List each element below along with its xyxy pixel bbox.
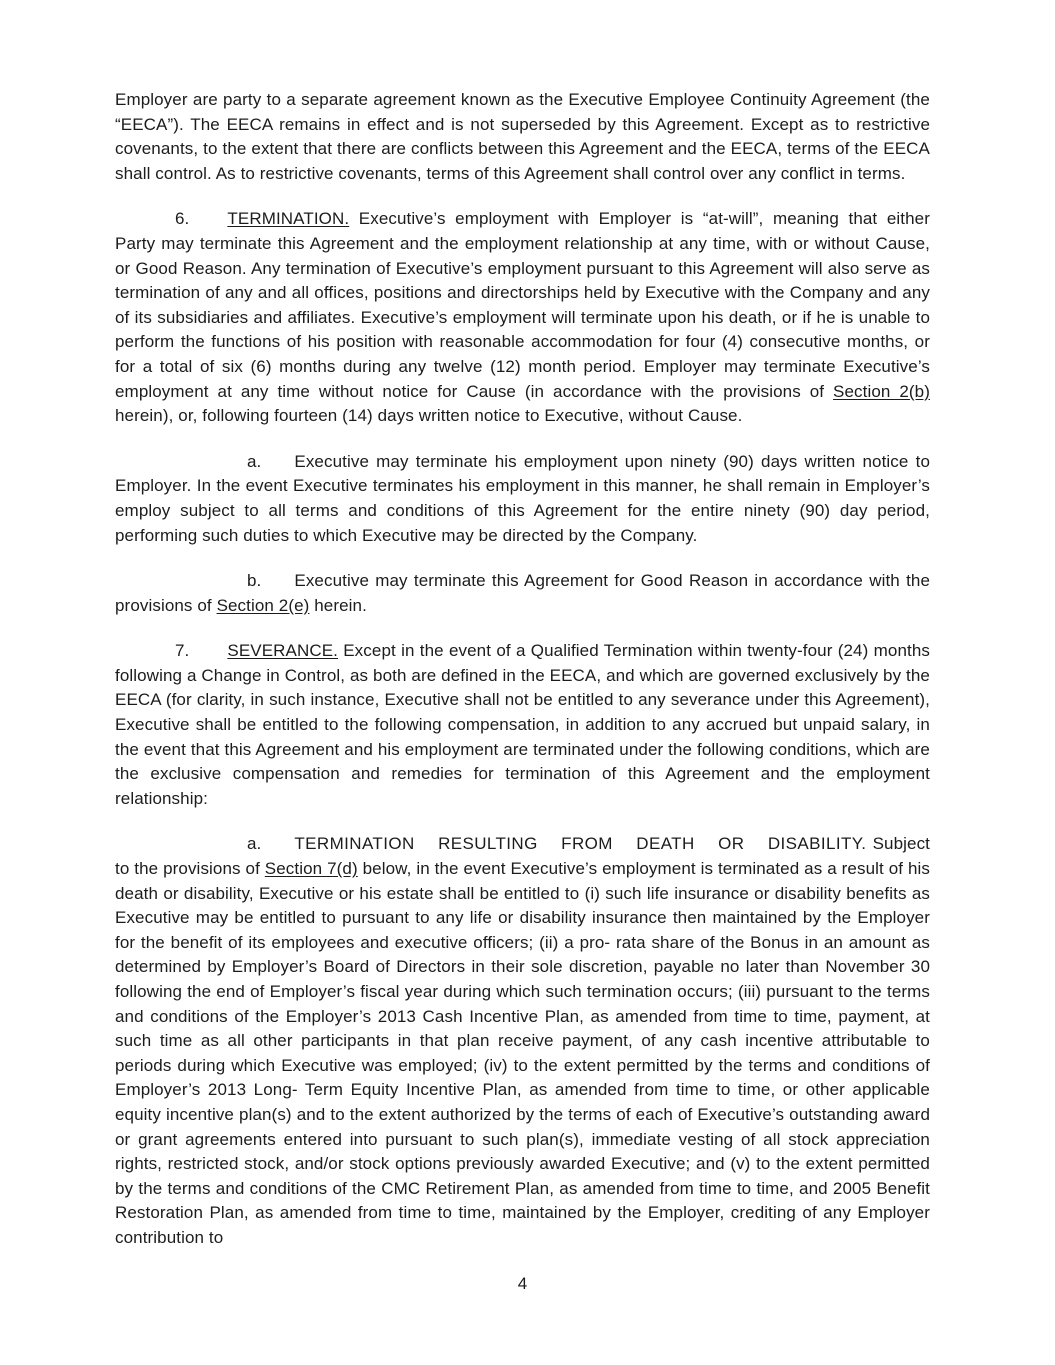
termination-subsection-a [115,450,930,548]
section-reference: Section 7(d) [264,859,358,879]
body-text: herein), or, following fourteen (14) days written notice to Executive, without Cause. [115,406,743,426]
section-reference: Section 2(b) [833,381,930,401]
section-7-severance [115,639,930,811]
paragraph-number: 7. [175,641,190,661]
subsection-heading: TERMINATION RESULTING FROM DEATH OR DISABILITY. [294,834,867,854]
page-number: 4 [517,1273,528,1293]
body-text: Employer are party to a separate agreement known as the Executive Employee Continuity Agreement (the “EECA”). The EECA remains in effect and is not superseded by this Agreement. Except as to restrictive covenants, to the extent that there are conflicts between this Agreement and the EECA, terms of the EECA shall control. As to restrictive covenants, terms of this Agreement shall control over any conflict in terms. [115,90,930,183]
severance-subsection-a-death-or-disability [115,832,930,1250]
section-heading: TERMINATION. [227,209,350,229]
body-text: Executive may terminate his employment upon ninety (90) days written notice to Employer. In the event Executive terminates his employment in this manner, he shall remain in Employer’s employ subject to all terms and conditions of this Agreement for the entire ninety (90) day period, performing such duties to which Executive may be directed by the Company. [115,451,930,545]
body-text: Except in the event of a Qualified Termination within twenty-four (24) months following a Change in Control, as both are defined in the EECA, and which are governed exclusively by the EECA (for clarity, in such instance, Executive shall not be entitled to any severance under this Agreement), Executive shall be entitled to the following compensation, in addition to any accrued but unpaid salary, in the event that this Agreement and his employment are terminated under the following conditions, which are the exclusive compensation and remedies for termination of this Agreement and the employment relationship: [115,641,930,808]
paragraph-number: 6. [175,209,190,229]
paragraph-number: b. [247,571,262,591]
termination-subsection-b [115,569,930,618]
body-text: herein. [309,595,367,615]
body-text: Executive may terminate this Agreement for Good Reason in accordance with the provisions of [115,571,930,615]
paragraph-number: a. [247,834,262,854]
body-text: below, in the event Executive’s employment is terminated as a result of his death or disability, Executive or his estate shall be entitled to (i) such life insurance or disability benefits as Executive may be entitled to pursuant to any life or disability insurance then maintained by the Employer for the benefit of its employees and executive officers; (ii) a pro- rata share of the Bonus in an amount as determined by Employer’s Board of Directors in their sole discretion, payable no later than November 30 following the end of Employer’s fiscal year during which such termination occurs; (iii) pursuant to the terms and conditions of the Employer’s 2013 Cash Incentive Plan, as amended from time to time, payment, at such time as all other participants in that plan receive payment, of any cash incentive attributable to periods during which Executive was employed; (iv) to the extent permitted by the terms and conditions of Employer’s 2013 Long- Term Equity Incentive Plan, as amended from time to time, or other applicable equity incentive plan(s) and to the extent authorized by the terms of each of Executive’s outstanding award or grant agreements entered into pursuant to such plan(s), immediate vesting of all stock appreciation rights, restricted stock, and/or stock options previously awarded Executive; and (v) to the extent permitted by the terms and conditions of the CMC Retirement Plan, as amended from time to time, and 2005 Benefit Restoration Plan, as amended from time to time, maintained by the Employer, crediting of any Employer contribution to [115,859,931,1247]
section-reference: Section 2(e) [216,595,310,615]
section-6-termination [115,207,930,428]
document-body [115,88,930,1296]
body-text: Subject to the provisions of [115,834,930,879]
section-heading: SEVERANCE. [227,641,338,661]
paragraph-number: a. [247,451,262,471]
body-text: Executive’s employment with Employer is “at-will”, meaning that either Party may terminate this Agreement and the employment relationship at any time, with or without Cause, or Good Reason. Any termination of Executive’s employment pursuant to this Agreement will also serve as termination of any and all offices, positions and directorships held by Executive with the Company and any of its subsidiaries and affiliates. Executive’s employment will terminate upon his death, or if he is unable to perform the functions of his position with reasonable accommodation for four (4) consecutive months, or for a total of six (6) months during any twelve (12) month period. Employer may terminate Executive’s employment at any time without notice for Cause (in accordance with the provisions of [115,209,930,401]
intro-continuation-paragraph [115,88,930,186]
